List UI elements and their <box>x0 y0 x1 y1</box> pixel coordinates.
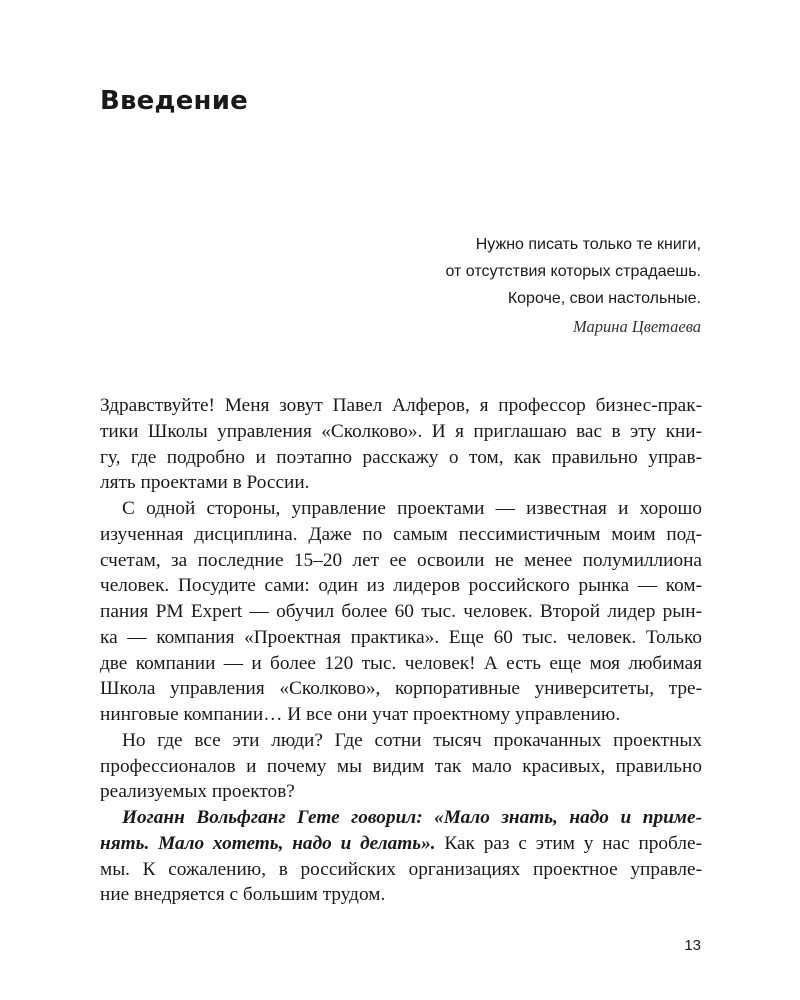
body-text <box>100 393 702 908</box>
epigraph-line: от отсутствия которых страдаешь. <box>445 263 701 280</box>
epigraph-line: Нужно писать только те книги, <box>475 236 701 253</box>
text-line: лять проектами в России. <box>100 472 310 494</box>
text-line: реализуемых проектов? <box>100 781 295 803</box>
text-line: Здравствуйте! Меня зовут Павел Алферов, я профессор бизнес-прак- <box>100 395 702 416</box>
text-line: ка — компания «Проектная практика». Еще 60 тыс. человек. Только <box>100 626 702 648</box>
text-line: мы. К сожалению, в российских организациях проектное управле- <box>100 858 702 880</box>
text-line: профессионалов и почему мы видим так мало красивых, правильно <box>100 755 702 777</box>
chapter-title: Введение <box>100 86 248 116</box>
quote-emphasis: нять. Мало хотеть, надо и делать». <box>100 832 436 854</box>
text-line <box>100 831 702 857</box>
text-line: тики Школы управления «Сколково». И я приглашаю вас в эту кни- <box>100 420 702 442</box>
text-line: гу, где подробно и поэтапно расскажу о том, как правильно управ- <box>100 446 702 468</box>
text-line: две компании — и более 120 тыс. человек! А есть еще моя любимая <box>100 652 702 674</box>
text-line <box>100 805 702 831</box>
text-line: С одной стороны, управление проектами — известная и хорошо <box>122 498 702 519</box>
text-line: счетам, за последние 15–20 лет ее освоили не менее полумиллиона <box>100 549 702 571</box>
text-line: нинговые компании… И все они учат проектному управлению. <box>100 704 621 725</box>
epigraph <box>281 231 701 339</box>
text-line: пания PM Expert — обучил более 60 тыс. человек. Второй лидер рын- <box>100 601 702 622</box>
quote-emphasis: Иоганн Вольфганг Гете говорил: «Мало знать, надо и приме- <box>122 807 702 828</box>
text-line: Школа управления «Сколково», корпоративные университеты, тре- <box>100 678 702 700</box>
text-line: изученная дисциплина. Даже по самым пессимистичным моим под- <box>100 523 702 545</box>
page-number: 13 <box>684 937 701 954</box>
epigraph-author: Марина Цветаева <box>573 317 701 336</box>
text-fragment: Как раз с этим у нас пробле- <box>444 832 702 854</box>
epigraph-line: Короче, свои настольные. <box>507 290 701 307</box>
text-line: человек. Посудите сами: один из лидеров российского рынка — ком- <box>100 575 702 597</box>
text-line: Но где все эти люди? Где сотни тысяч прокачанных проектных <box>122 729 702 751</box>
text-line: ние внедряется с большим трудом. <box>100 884 386 906</box>
